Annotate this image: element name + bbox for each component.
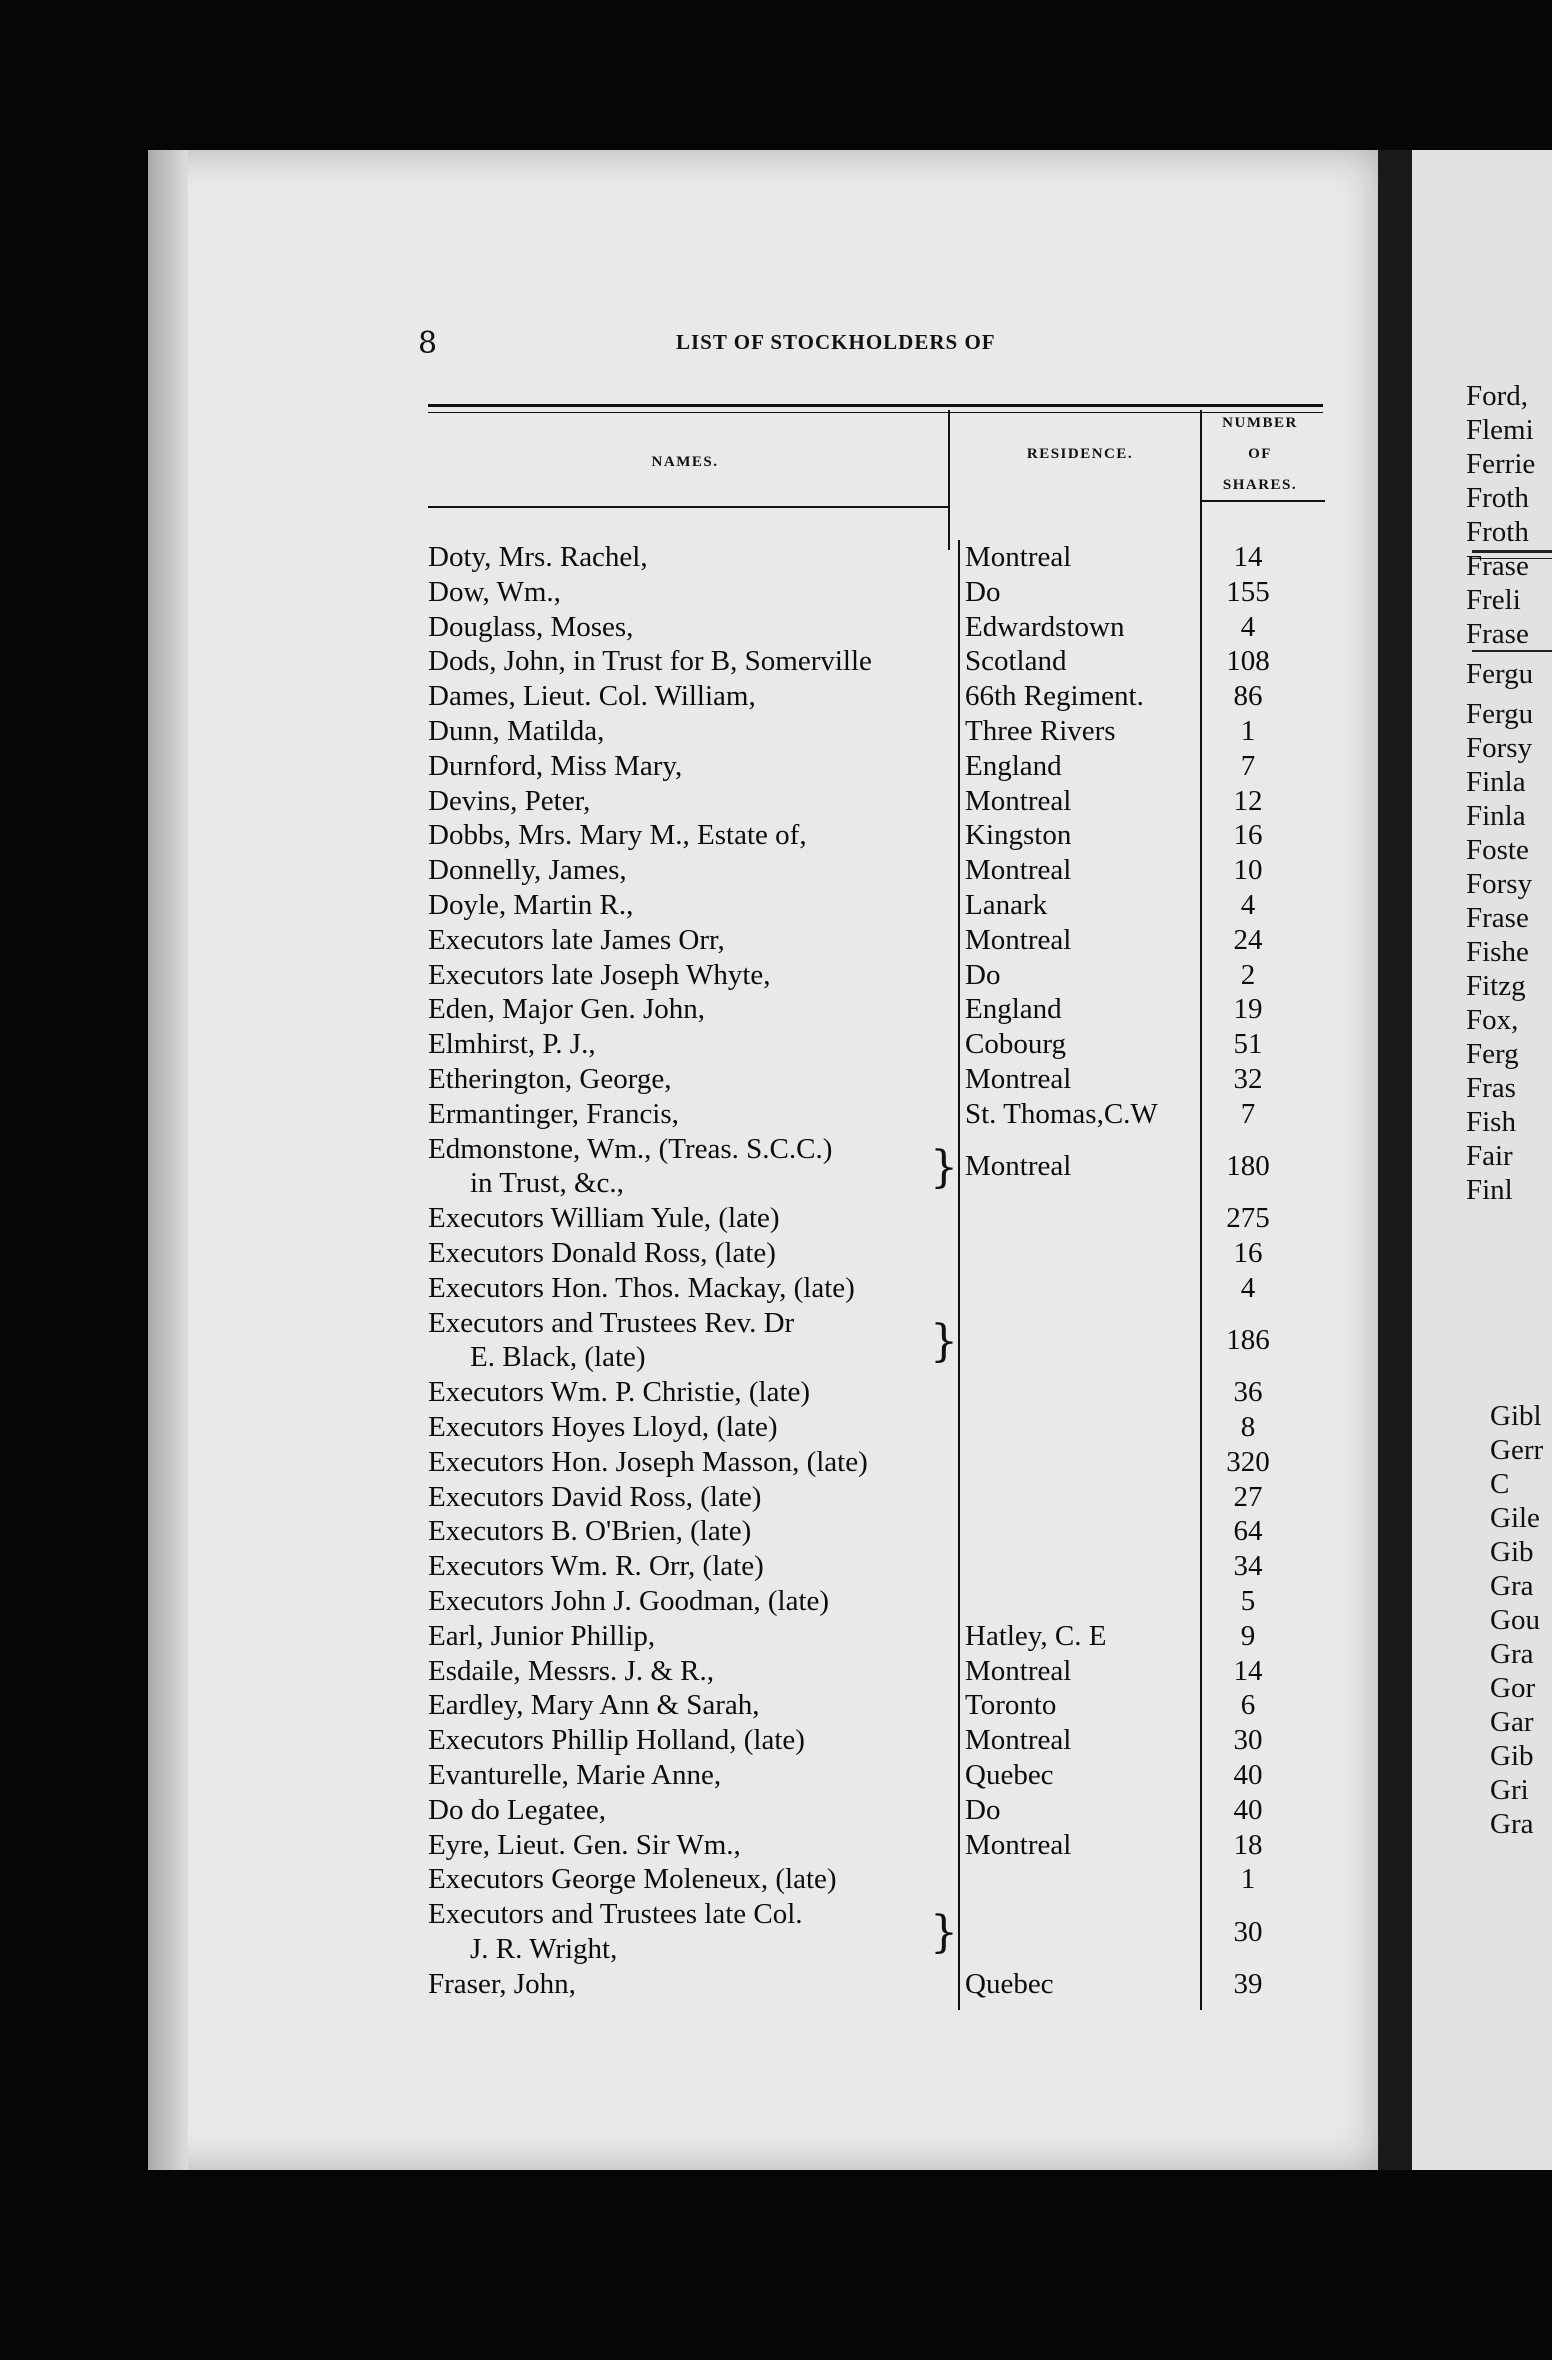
share-count: 24 [1233, 923, 1263, 956]
header-rule-bottom-names [428, 506, 948, 508]
share-count: 30 [1233, 1915, 1263, 1948]
facing-page-word: Ford, [1466, 380, 1529, 412]
stockholder-name: Executors Wm. P. Christie, (late) [428, 1376, 811, 1409]
share-count: 64 [1233, 1515, 1263, 1548]
stockholder-residence: Montreal [965, 854, 1072, 887]
stockholder-name: Dobbs, Mrs. Mary M., Estate of, [428, 819, 807, 852]
share-count: 40 [1233, 1759, 1263, 1791]
stockholder-residence: Toronto [965, 1689, 1057, 1722]
header-rule-top [428, 404, 1323, 407]
facing-page-word: Finl [1466, 1174, 1513, 1206]
stockholder-name: Executors B. O'Brien, (late) [428, 1515, 752, 1548]
stockholder-name: Douglass, Moses, [428, 610, 634, 643]
share-count: 4 [1240, 889, 1256, 921]
facing-page-word: Fitzg [1466, 970, 1526, 1002]
share-count: 18 [1233, 1828, 1263, 1861]
stockholder-residence: 66th Regiment. [965, 680, 1144, 713]
stockholder-name: Executors late Joseph Whyte, [428, 958, 771, 991]
facing-page-word: Frase [1466, 902, 1529, 934]
share-count: 6 [1240, 1689, 1256, 1722]
stockholder-name: Executors John J. Goodman, (late) [428, 1585, 830, 1617]
stockholder-residence: Hatley, C. E [965, 1619, 1107, 1652]
stockholder-name-continued: J. R. Wright, [470, 1933, 618, 1965]
share-count: 40 [1233, 1793, 1263, 1826]
stockholder-name: Executors William Yule, (late) [428, 1202, 780, 1235]
stockholder-name: Esdaile, Messrs. J. & R., [428, 1654, 714, 1687]
stockholder-residence: England [965, 749, 1062, 782]
stockholder-name: Dods, John, in Trust for B, Somerville [428, 645, 872, 678]
share-count: 186 [1226, 1324, 1270, 1356]
column-header-shares-line2: OF [1248, 446, 1272, 462]
stockholder-name: Earl, Junior Phillip, [428, 1619, 656, 1652]
stockholder-residence: Do [965, 958, 1001, 991]
facing-page-word: Fair [1466, 1140, 1513, 1172]
share-count: 36 [1233, 1376, 1263, 1409]
stockholder-name: Donnelly, James, [428, 854, 627, 887]
stockholder-residence: Montreal [965, 1063, 1072, 1095]
stockholder-name: Do do Legatee, [428, 1793, 606, 1826]
stockholder-name-continued: in Trust, &c., [470, 1167, 624, 1200]
column-header-residence: RESIDENCE. [1026, 446, 1134, 462]
facing-page [1412, 150, 1552, 2170]
facing-page-word: Frase [1466, 618, 1529, 650]
facing-page-word: Gib [1490, 1740, 1534, 1772]
stockholder-residence: Kingston [965, 819, 1072, 852]
stockholder-name: Executors Hoyes Lloyd, (late) [428, 1411, 778, 1443]
facing-page-word: Ferg [1466, 1038, 1519, 1070]
facing-page-word: Fergu [1466, 698, 1534, 730]
stockholder-name: Etherington, George, [428, 1063, 672, 1095]
stockholder-name: Executors Wm. R. Orr, (late) [428, 1550, 764, 1583]
share-count: 19 [1233, 993, 1263, 1026]
share-count: 155 [1226, 575, 1270, 608]
page-edge-shadow [148, 150, 188, 2170]
stockholder-residence: Edwardstown [965, 610, 1125, 643]
stockholder-name: Evanturelle, Marie Anne, [428, 1759, 722, 1791]
facing-page-word: Flemi [1466, 414, 1534, 446]
facing-page-word: Gra [1490, 1638, 1534, 1670]
stockholder-residence: Montreal [965, 541, 1072, 573]
stockholder-name: Executors Phillip Holland, (late) [428, 1724, 805, 1757]
stockholder-residence: Montreal [965, 1654, 1072, 1687]
stockholder-name: Fraser, John, [428, 1967, 576, 2000]
stockholder-residence: Montreal [965, 923, 1072, 956]
share-count: 4 [1240, 610, 1256, 643]
column-header-shares [1205, 408, 1315, 501]
stockholder-residence: Montreal [965, 1828, 1072, 1861]
stockholder-residence: Lanark [965, 889, 1048, 921]
stockholder-name: Dames, Lieut. Col. William, [428, 680, 756, 713]
facing-page-word: Gerr [1490, 1434, 1544, 1466]
facing-page-word: Finla [1466, 766, 1526, 798]
stockholder-name: Executors Hon. Joseph Masson, (late) [428, 1445, 868, 1478]
share-count: 180 [1226, 1150, 1270, 1182]
facing-page-word: Froth [1466, 516, 1529, 548]
brace-glyph: } [930, 1907, 958, 1959]
brace-glyph: } [930, 1141, 958, 1193]
share-count: 320 [1226, 1445, 1270, 1478]
stockholder-name: Executors George Moleneux, (late) [428, 1863, 837, 1896]
stockholder-name: Executors Hon. Thos. Mackay, (late) [428, 1271, 855, 1304]
facing-page-word: Gou [1490, 1604, 1540, 1636]
share-count: 8 [1240, 1411, 1256, 1443]
share-count: 14 [1233, 1654, 1263, 1687]
stockholder-residence: Scotland [965, 645, 1067, 678]
share-count: 16 [1233, 1237, 1263, 1269]
facing-page-word: Forsy [1466, 868, 1533, 900]
header-rule-second [428, 412, 1323, 413]
facing-page-word: C [1490, 1468, 1510, 1500]
share-count: 39 [1233, 1967, 1263, 2000]
share-count: 7 [1240, 1097, 1256, 1130]
stockholder-name: Ermantinger, Francis, [428, 1097, 679, 1130]
stockholder-name: Edmonstone, Wm., (Treas. S.C.C.) [428, 1132, 833, 1165]
stockholder-name: Devins, Peter, [428, 784, 591, 817]
stockholder-name: Durnford, Miss Mary, [428, 749, 683, 782]
facing-page-word: Gibl [1490, 1400, 1542, 1432]
column-header-shares-line3: SHARES. [1222, 477, 1298, 493]
stockholder-residence: St. Thomas,C.W [965, 1097, 1158, 1130]
facing-page-word: Forsy [1466, 732, 1533, 764]
stockholder-name: Executors late James Orr, [428, 923, 725, 956]
stockholder-residence: Do [965, 1793, 1001, 1826]
stockholder-name-continued: E. Black, (late) [470, 1341, 646, 1374]
facing-page-word: Frase [1466, 550, 1529, 582]
stockholder-name: Eyre, Lieut. Gen. Sir Wm., [428, 1828, 741, 1861]
share-count: 30 [1233, 1724, 1263, 1757]
stockholder-name: Doty, Mrs. Rachel, [428, 541, 648, 573]
facing-page-word: Froth [1466, 482, 1529, 514]
stockholder-residence: Montreal [965, 1724, 1072, 1757]
share-count: 1 [1240, 1863, 1256, 1896]
share-count: 275 [1226, 1202, 1270, 1235]
share-count: 10 [1233, 854, 1263, 887]
facing-page-word: Gra [1490, 1808, 1534, 1840]
book-gutter [1378, 150, 1412, 2170]
stockholder-residence: Quebec [965, 1759, 1054, 1791]
share-count: 27 [1233, 1480, 1263, 1513]
facing-page-word: Finla [1466, 800, 1526, 832]
facing-page-word: Gra [1490, 1570, 1534, 1602]
brace-glyph: } [930, 1315, 958, 1367]
facing-page-word: Fish [1466, 1106, 1516, 1138]
facing-page-word: Fergu [1466, 658, 1534, 690]
facing-page-word: Gar [1490, 1706, 1534, 1738]
page-number: 8 [418, 326, 438, 361]
stockholder-residence: Montreal [965, 1150, 1072, 1182]
stockholder-residence: Do [965, 575, 1001, 608]
stockholder-residence: Quebec [965, 1967, 1054, 2000]
stockholder-name: Elmhirst, P. J., [428, 1028, 596, 1061]
share-count: 14 [1233, 541, 1263, 573]
stockholder-name: Executors and Trustees late Col. [428, 1898, 803, 1931]
column-divider-residence [958, 540, 960, 2010]
stockholder-name: Executors and Trustees Rev. Dr [428, 1306, 795, 1339]
share-count: 12 [1233, 784, 1263, 817]
stockholder-name: Eden, Major Gen. John, [428, 993, 706, 1026]
facing-page-word: Gib [1490, 1536, 1534, 1568]
share-count: 86 [1233, 680, 1263, 713]
page-title: LIST OF STOCKHOLDERS OF [676, 330, 996, 354]
share-count: 1 [1240, 715, 1256, 747]
share-count: 4 [1240, 1271, 1256, 1304]
facing-page-word: Fishe [1466, 936, 1529, 968]
share-count: 2 [1240, 958, 1256, 991]
stockholder-residence: England [965, 993, 1062, 1026]
stockholder-residence: Cobourg [965, 1028, 1066, 1061]
stockholder-residence: Montreal [965, 784, 1072, 817]
share-count: 5 [1240, 1585, 1256, 1617]
column-header-shares-line1: NUMBER [1222, 415, 1298, 431]
stockholder-name: Dow, Wm., [428, 575, 561, 608]
facing-page-word: Gile [1490, 1502, 1540, 1534]
share-count: 34 [1233, 1550, 1263, 1583]
stockholder-name: Executors David Ross, (late) [428, 1480, 762, 1513]
column-header-names: NAMES. [651, 454, 719, 470]
stockholder-name: Dunn, Matilda, [428, 715, 605, 747]
facing-page-word: Fras [1466, 1072, 1516, 1104]
share-count: 51 [1233, 1028, 1263, 1061]
facing-page-word: Foste [1466, 834, 1529, 866]
stockholder-name: Doyle, Martin R., [428, 889, 634, 921]
facing-page-word: Gor [1490, 1672, 1536, 1704]
share-count: 16 [1233, 819, 1263, 852]
share-count: 108 [1226, 645, 1270, 678]
facing-page-word: Gri [1490, 1774, 1529, 1806]
stockholder-name: Eardley, Mary Ann & Sarah, [428, 1689, 760, 1722]
share-count: 9 [1240, 1619, 1256, 1652]
facing-page-word: Fox, [1466, 1004, 1519, 1036]
stockholder-name: Executors Donald Ross, (late) [428, 1237, 776, 1269]
share-count: 7 [1240, 749, 1256, 782]
facing-page-word: Ferrie [1466, 448, 1536, 480]
column-divider-names [948, 410, 950, 550]
column-divider-shares [1200, 410, 1202, 2010]
stockholder-residence: Three Rivers [965, 715, 1116, 747]
facing-page-word: Freli [1466, 584, 1521, 616]
share-count: 32 [1233, 1063, 1263, 1095]
